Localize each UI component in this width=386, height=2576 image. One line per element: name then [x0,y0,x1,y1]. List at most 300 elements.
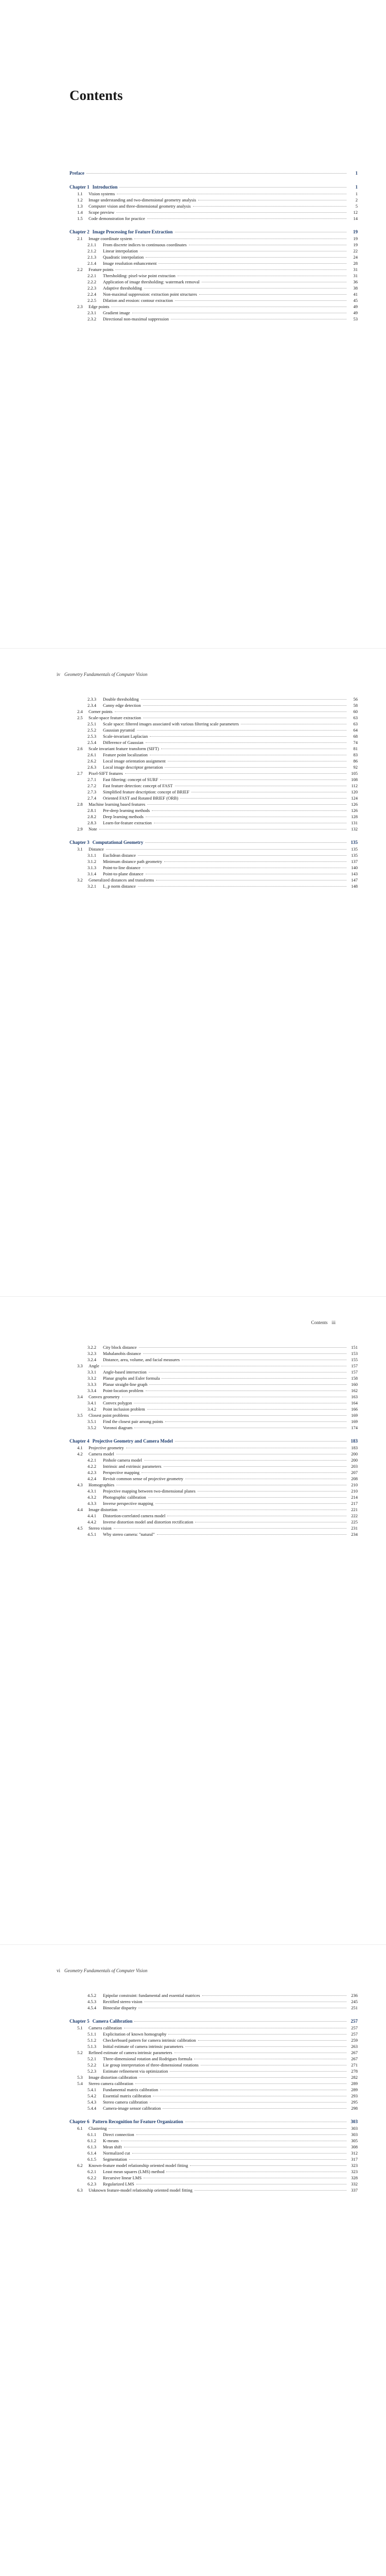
dot-leader [170,2071,346,2072]
toc-entry-number: 2.1.1 [87,242,96,247]
toc-entry-title: Vision systems [89,191,115,196]
toc-entry[interactable] [69,1525,358,1531]
dot-leader [109,2128,346,2129]
toc-entry-page: 271 [351,2062,358,2067]
toc-entry-number: 1.1 [77,191,83,196]
toc-entry-number: 4.4.1 [87,1513,96,1518]
toc-entry-page: 174 [351,1425,358,1430]
toc-entry[interactable] [69,814,358,820]
toc-entry-title: Linear interpolation [103,248,138,253]
toc-entry-number: 4.2.4 [87,1476,96,1481]
toc-entry[interactable] [69,2087,358,2093]
dot-leader [129,2159,346,2160]
toc-entry-title: Canny edge detection [103,703,141,708]
dot-leader [159,263,346,264]
page-number: vi [57,1968,61,1973]
toc-entry-title: Pattern Recognition for Feature Organization [92,2119,183,2124]
toc-entry-page: 45 [353,298,358,303]
toc-entry[interactable] [69,2018,358,2025]
toc-entry-title: Image distortion calibration [89,2075,137,2080]
toc-entry[interactable] [69,1506,358,1513]
dot-leader [198,2040,346,2041]
running-head-title: Geometry Fundamentals of Computer Vision [64,1968,148,1973]
toc-entry-page: 124 [351,795,358,801]
toc-entry-title: Corner points [89,709,113,714]
toc-entry[interactable] [69,1476,358,1482]
toc-entry-title: Least mean squares (LMS) method [103,2169,165,2174]
toc-entry[interactable] [69,715,358,721]
toc-entry[interactable] [69,273,358,279]
toc-entry-number: 6.3 [77,2188,83,2193]
toc-entry-title: Explicitation of known homography [103,2031,167,2037]
toc-entry[interactable] [69,789,358,795]
dot-leader [147,804,346,805]
toc-entry-page: 5 [355,204,358,209]
toc-entry-number: 3.1.3 [87,865,96,870]
toc-entry-number: 2.7 [77,771,83,776]
toc-entry-number: 4.3.2 [87,1495,96,1500]
toc-entry-title: Computer vision and three-dimensional geometry analysis [89,204,191,209]
toc-entry-number: 3.3.4 [87,1388,96,1393]
toc-entry[interactable] [69,215,358,222]
toc-entry-page: 169 [351,1419,358,1424]
toc-entry-page: 31 [353,273,358,278]
toc-entry-number: 4.5.2 [87,1993,96,1998]
toc-entry[interactable] [69,1457,358,1463]
toc-entry-number: 2.5.1 [87,721,96,726]
toc-entry[interactable] [69,852,358,858]
toc-entry-number: 2.6.2 [87,758,96,764]
toc-entry-title: From discrete indices to continuous coordinates [103,242,187,247]
dot-leader [141,699,346,700]
toc-entry[interactable] [69,310,358,316]
toc-entry[interactable] [69,316,358,322]
toc-entry-title: Image Processing for Feature Extraction [92,229,173,234]
toc-entry[interactable] [69,2080,358,2087]
toc-entry[interactable] [69,1394,358,1400]
toc-entry-page: 19 [353,242,358,247]
toc-entry[interactable] [69,752,358,758]
toc-entry-page: 53 [353,316,358,321]
toc-entry-title: Pinhole camera model [103,1458,143,1463]
dot-leader [86,173,346,174]
toc-entry-number: 6.1 [77,2126,83,2131]
dot-leader [150,736,346,737]
toc-entry-number: 6.2 [77,2163,83,2168]
toc-entry[interactable] [69,209,358,215]
toc-entry[interactable] [69,745,358,752]
toc-entry-title: Point-to-plane distance [103,871,144,876]
dot-leader [164,861,346,862]
toc-entry[interactable] [69,1494,358,1500]
toc-entry-title: Learn-for-feature extraction [103,820,152,825]
dot-leader [157,1534,346,1535]
toc-entry-title: Double thresholding [103,697,139,702]
toc-entry-page: 200 [351,1451,358,1456]
toc-entry-title: Lie group interpretation of three-dimensional rotations [103,2062,199,2067]
toc-entry[interactable] [69,1406,358,1412]
toc-entry-number: 2.4 [77,709,83,714]
toc-entry[interactable] [69,1344,358,1350]
toc-entry[interactable] [69,191,358,197]
toc-entry[interactable] [69,266,358,273]
toc-entry[interactable] [69,303,358,310]
toc-page-1 [0,0,386,648]
toc-entry[interactable] [69,297,358,303]
toc-entry-title: Projective mapping between two-dimensional planes [103,1488,196,1494]
toc-entry-page: 60 [353,709,358,714]
toc-entry-title: Regularized LMS [103,2181,134,2187]
toc-entry-title: Estimate refinement via optimization [103,2069,168,2074]
toc-entry[interactable] [69,2138,358,2144]
toc-entry[interactable] [69,2043,358,2049]
toc-entry-number: 2.5.3 [87,734,96,739]
toc-entry-title: Non-maximal suppression: extraction point structures [103,292,197,297]
toc-entry[interactable] [69,2093,358,2099]
toc-entry-title: Camera-image sensor calibration [103,2106,161,2111]
toc-entry-title: Gradient image [103,310,130,315]
toc-page-4 [0,1944,386,2576]
toc-entry-title: Fast filtering: concept of SURF [103,777,159,782]
toc-entry-title: Image resolution enhancement [103,261,157,266]
toc-entry-title: Introduction [92,184,118,190]
toc-entry-number: 3.1 [77,846,83,852]
toc-entry[interactable] [69,721,358,727]
toc-entry-page: 137 [351,859,358,864]
toc-entry[interactable] [69,1482,358,1488]
toc-entry[interactable] [69,2168,358,2175]
dot-leader [185,2046,346,2047]
toc-entry[interactable] [69,1387,358,1394]
toc-entry[interactable] [69,2105,358,2111]
toc-entry[interactable] [69,203,358,209]
toc-entry[interactable] [69,758,358,764]
toc-entry-title: Epipolar constraint: fundamental and essential matrices [103,1993,200,1998]
toc-list [69,1992,358,2193]
toc-entry-title: Computational Geometry [92,840,144,845]
toc-entry-page: 289 [351,2081,358,2086]
toc-entry[interactable] [69,1381,358,1387]
toc-entry-number: 2.8.1 [87,808,96,813]
toc-entry[interactable] [69,197,358,203]
toc-entry-page: 56 [353,697,358,702]
toc-entry[interactable] [69,2175,358,2181]
toc-entry-page: 263 [351,2044,358,2049]
toc-entry[interactable] [69,1519,358,1525]
toc-entry[interactable] [69,1369,358,1375]
toc-entry[interactable] [69,1488,358,1494]
toc-entry-number: Chapter 2 [69,229,90,234]
toc-entry[interactable] [69,2025,358,2031]
toc-entry[interactable] [69,702,358,708]
dot-leader [190,2165,346,2166]
toc-entry[interactable] [69,2125,358,2131]
toc-entry-title: Distance [89,846,104,852]
toc-entry-number: 2.3.4 [87,703,96,708]
toc-entry-number: 2.1.2 [87,248,96,253]
toc-entry-title: Stereo camera calibration [103,2099,148,2105]
dot-leader [106,849,346,850]
dot-leader [193,206,346,207]
toc-entry[interactable] [69,865,358,871]
toc-entry[interactable] [69,770,358,776]
toc-entry-page: 147 [351,877,358,883]
toc-entry-title: Voronoi diagram [103,1425,133,1430]
toc-entry-title: Find the closest pair among points [103,1419,163,1424]
toc-entry-number: 4.5.3 [87,1999,96,2004]
toc-entry-number: 4.5.4 [87,2005,96,2010]
toc-entry[interactable] [69,254,358,260]
toc-entry[interactable] [69,1438,358,1445]
toc-entry[interactable] [69,2131,358,2138]
toc-entry-page: 231 [351,1526,358,1531]
toc-entry[interactable] [69,1425,358,1431]
toc-entry[interactable] [69,1992,358,1998]
dot-leader [134,2021,346,2022]
toc-entry[interactable] [69,807,358,814]
toc-entry-page: 200 [351,1458,358,1463]
toc-entry-page: 257 [351,2025,358,2030]
dot-leader [144,1460,346,1461]
toc-entry[interactable] [69,1998,358,2005]
toc-entry-title: Refined estimate of camera intrinsic parameters [89,2050,172,2055]
toc-entry[interactable] [69,1400,358,1406]
toc-entry[interactable] [69,2181,358,2187]
toc-entry-page: 140 [351,865,358,870]
toc-entry[interactable] [69,2099,358,2105]
toc-entry-page: 58 [353,703,358,708]
toc-entry[interactable] [69,1531,358,1537]
dot-leader [155,1503,346,1504]
toc-entry-number: 1.5 [77,216,83,221]
toc-entry-title: Directional non-maximal suppression [103,316,169,321]
toc-entry-page: 153 [351,1351,358,1356]
toc-entry-title: Application of image thresholding: watermark removal [103,279,200,284]
toc-entry[interactable] [69,776,358,783]
toc-entry-title: Segmentation [103,2157,127,2162]
toc-entry-page: 126 [351,802,358,807]
toc-entry[interactable] [69,1513,358,1519]
toc-entry[interactable] [69,1363,358,1369]
toc-entry-number: 6.2.2 [87,2175,96,2180]
toc-entry-number: 3.5 [77,1413,83,1418]
toc-entry-page: 323 [351,2169,358,2174]
toc-entry-number: 3.5.2 [87,1425,96,1430]
toc-entry-page: 148 [351,884,358,889]
toc-entry-title: Fundamental matrix calibration [103,2087,159,2092]
toc-entry[interactable] [69,826,358,832]
toc-entry[interactable] [69,1412,358,1418]
toc-entry-page: 63 [353,715,358,720]
toc-entry[interactable] [69,260,358,266]
toc-entry-number: Chapter 5 [69,2019,90,2024]
dot-leader [180,798,346,799]
toc-entry-title: Point inclusion problem [103,1406,145,1412]
toc-entry-title: Revisit common sense of projective geometry [103,1476,184,1481]
toc-entry[interactable] [69,783,358,789]
dot-leader [114,1528,346,1529]
dot-leader [165,767,346,768]
toc-entry[interactable] [69,1469,358,1476]
toc-entry[interactable] [69,2156,358,2162]
toc-entry[interactable] [69,858,358,865]
toc-page-2 [0,648,386,1297]
toc-entry-page: 143 [351,871,358,876]
toc-entry-title: Distortion-correlated camera model [103,1513,166,1518]
toc-entry[interactable] [69,2031,358,2037]
toc-entry-number: 4.3.1 [87,1488,96,1494]
toc-entry[interactable] [69,1451,358,1457]
toc-entry[interactable] [69,839,358,846]
toc-entry-page: 92 [353,765,358,770]
toc-entry-number: 4.5.1 [87,1532,96,1537]
toc-entry-title: Rectified stereo vision [103,1999,143,2004]
toc-entry[interactable] [69,795,358,801]
toc-entry-title: Preface [69,171,84,176]
toc-entry-title: Direct connection [103,2132,134,2137]
toc-entry[interactable] [69,2074,358,2080]
toc-entry-title: Photographic calibration [103,1495,146,1500]
dot-leader [119,187,346,188]
toc-entry[interactable] [69,2150,358,2156]
toc-entry[interactable] [69,229,358,235]
toc-entry-title: Pre-deep learning methods [103,808,150,813]
dot-leader [145,842,346,843]
toc-entry[interactable] [69,184,358,191]
toc-entry-number: 4.4 [77,1507,83,1512]
toc-entry[interactable] [69,2037,358,2043]
toc-entry-page: 267 [351,2056,358,2061]
toc-entry-number: 1.4 [77,210,83,215]
toc-entry[interactable] [69,2068,358,2074]
toc-entry-title: Scope preview [89,210,115,215]
toc-entry-title: Convex polygon [103,1400,132,1405]
toc-entry[interactable] [69,2144,358,2150]
toc-entry[interactable] [69,242,358,248]
toc-entry[interactable] [69,871,358,877]
toc-entry-page: 81 [353,746,358,751]
toc-entry[interactable] [69,285,358,291]
toc-entry[interactable] [69,291,358,297]
toc-entry-title: L_p norm distance [103,884,136,889]
toc-entry-title: Quadratic interpolation [103,255,144,260]
toc-entry[interactable] [69,696,358,702]
toc-entry-title: Checkerboard pattern for camera intrinsic calibration [103,2038,196,2043]
toc-entry[interactable] [69,727,358,733]
toc-entry[interactable] [69,170,358,177]
toc-entry[interactable] [69,279,358,285]
toc-entry-page: 1 [355,191,358,196]
toc-entry[interactable] [69,248,358,254]
toc-entry[interactable] [69,1418,358,1425]
toc-entry-number: 2.6 [77,746,83,751]
toc-entry-page: 298 [351,2106,358,2111]
toc-entry[interactable] [69,1350,358,1357]
toc-entry-page: 12 [353,210,358,215]
toc-entry-page: 41 [353,292,358,297]
toc-entry-title: Camera model [89,1451,114,1456]
toc-entry-title: Gaussian pyramid [103,727,135,733]
toc-entry-page: 131 [351,820,358,825]
toc-entry[interactable] [69,2062,358,2068]
toc-entry[interactable] [69,2187,358,2193]
toc-entry[interactable] [69,2005,358,2011]
dot-leader [115,269,346,270]
toc-entry[interactable] [69,708,358,715]
toc-entry-number: 2.8.2 [87,814,96,819]
toc-entry[interactable] [69,801,358,807]
toc-entry-title: Image distortion [89,1507,117,1512]
toc-entry[interactable] [69,846,358,852]
toc-entry-title: Inverse perspective mapping [103,1501,153,1506]
toc-entry-number: 5.1 [77,2025,83,2030]
toc-entry[interactable] [69,1445,358,1451]
dot-leader [144,288,346,289]
toc-entry-number: 5.4.2 [87,2093,96,2098]
toc-entry[interactable] [69,2049,358,2056]
toc-entry-title: Normalized cut [103,2150,130,2156]
toc-entry-number: 2.2 [77,267,83,272]
dot-leader [132,2153,346,2154]
toc-entry-number: Chapter 6 [69,2119,90,2124]
toc-entry-page: 203 [351,1464,358,1469]
toc-entry-number: 2.7.4 [87,795,96,801]
toc-entry[interactable] [69,235,358,242]
toc-entry[interactable] [69,883,358,889]
toc-entry-page: 210 [351,1488,358,1494]
toc-entry-page: 83 [353,752,358,757]
toc-entry-title: Scale invariant feature transform (SIFT) [89,746,159,751]
toc-entry[interactable] [69,1500,358,1506]
toc-entry-title: Stereo vision [89,1526,112,1531]
toc-entry[interactable] [69,764,358,770]
toc-entry-title: Difference of Gaussian [103,740,144,745]
toc-entry-title: Mean shift [103,2144,122,2149]
toc-entry[interactable] [69,1463,358,1469]
toc-entry-number: 3.2.2 [87,1345,96,1350]
toc-entry-number: 5.2.1 [87,2056,96,2061]
toc-entry-page: 225 [351,1519,358,1524]
toc-entry-title: Pixel-SIFT features [89,771,123,776]
dot-leader [163,2108,346,2109]
toc-entry[interactable] [69,877,358,883]
toc-entry-title: Camera Calibration [92,2019,133,2024]
dot-leader [175,1441,346,1442]
toc-entry-page: 38 [353,285,358,291]
toc-entry-number: 6.1.3 [87,2144,96,2149]
toc-entry[interactable] [69,2056,358,2062]
toc-entry-number: 5.4 [77,2081,83,2086]
toc-entry-number: 5.2.2 [87,2062,96,2067]
toc-entry-page: 105 [351,771,358,776]
toc-entry[interactable] [69,1375,358,1381]
toc-entry-page: 74 [353,740,358,745]
dot-leader [136,2134,346,2135]
dot-leader [115,711,346,712]
toc-entry[interactable] [69,1357,358,1363]
toc-entry-title: Simplified feature description: concept of BRIEF [103,789,189,794]
toc-entry-number: 2.2.4 [87,292,96,297]
toc-entry-page: 1 [355,171,358,176]
toc-entry-number: 4.5 [77,1526,83,1531]
toc-entry-page: 337 [351,2188,358,2193]
toc-entry[interactable] [69,820,358,826]
toc-entry[interactable] [69,739,358,745]
toc-entry[interactable] [69,2162,358,2168]
toc-entry[interactable] [69,733,358,739]
toc-entry[interactable] [69,2119,358,2125]
toc-entry-page: 64 [353,727,358,733]
